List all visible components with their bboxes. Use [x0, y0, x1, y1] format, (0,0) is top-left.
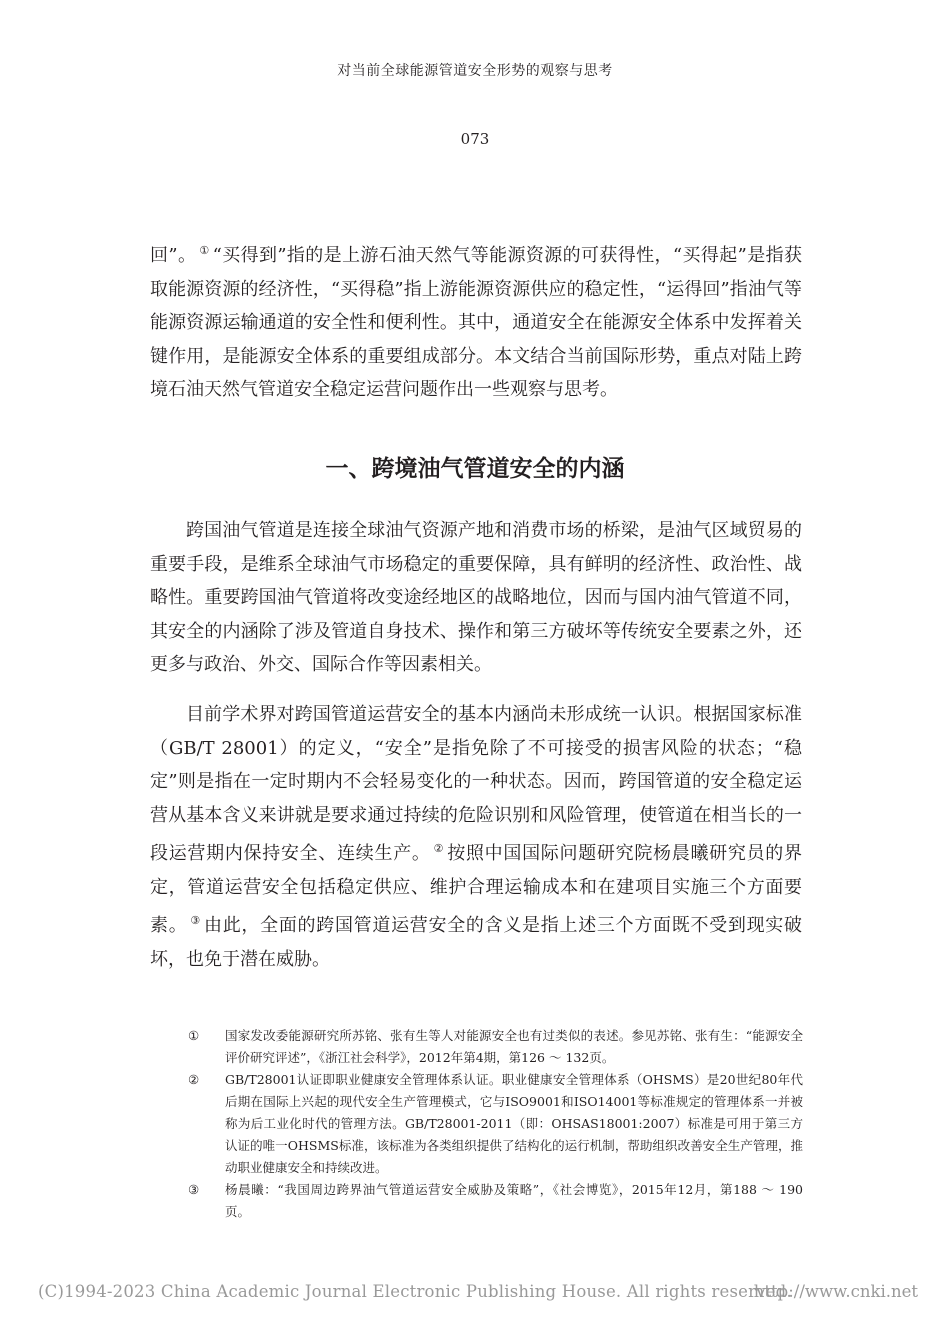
page-number: 073: [460, 130, 490, 148]
footnote-text: GB/T28001认证即职业健康安全管理体系认证。职业健康安全管理体系（OHSMS）是20世纪80年代后期在国际上兴起的现代安全生产管理模式，它与ISO9001和ISO14001等标准规定的管理体系一并被称为后工业化时代的管理方法。GB/T28001-2011（即：OHSAS18001:2007）标准是可用于第三方认证的唯一OHSMS标准，该标准为各类组织提供了结构化的运行机制，帮助组织改善安全生产管理，推动职业健康安全和持续改进。: [225, 1072, 803, 1175]
footnote-marker: ②: [188, 1072, 200, 1087]
footnote-text: 杨晨曦：“我国周边跨界油气管道运营安全威胁及策略”，《社会博览》，2015年12月，第188 ～ 190页。: [225, 1182, 803, 1219]
footnote-2: [188, 1069, 803, 1179]
cnki-link[interactable]: http://www.cnki.net: [753, 1282, 918, 1301]
paragraph-text-part-3: 由此，全面的跨国管道运营安全的含义是指上述三个方面既不受到现实破坏，也免于潜在威胁。: [150, 915, 802, 970]
intro-paragraph: [150, 234, 802, 407]
paragraph-text: 跨国油气管道是连接全球油气资源产地和消费市场的桥梁，是油气区域贸易的重要手段，是维系全球油气市场稳定的重要保障，具有鲜明的经济性、政治性、战略性。重要跨国油气管道将改变途经地区的战略地位，因而与国内油气管道不同，其安全的内涵除了涉及管道自身技术、操作和第三方破坏等传统安全要素之外，还更多与政治、外交、国际合作等因素相关。: [150, 520, 802, 675]
running-header: 对当前全球能源管道安全形势的观察与思考: [337, 63, 613, 79]
section-heading: 一、跨境油气管道安全的内涵: [325, 456, 625, 482]
intro-text-body: “买得到”指的是上游石油天然气等能源资源的可获得性，“买得起”是指获取能源资源的经济性，“买得稳”指上游能源资源供应的稳定性，“运得回”指油气等能源资源运输通道的安全性和便利性。其中，通道安全在能源安全体系中发挥着关键作用，是能源安全体系的重要组成部分。本文结合当前国际形势，重点对陆上跨境石油天然气管道安全稳定运营问题作出一些观察与思考。: [150, 245, 802, 400]
body-paragraph-2: [150, 698, 802, 976]
copyright-watermark: [38, 1282, 918, 1301]
paragraph-text-part-2: 按照中国国际问题研究院杨晨曦研究员的界定，管道运营安全包括稳定供应、维护合理运输成本和在建项目实施三个方面要素。: [150, 843, 803, 936]
footnote-marker: ③: [188, 1182, 200, 1197]
footnote-marker: ①: [188, 1028, 200, 1043]
footnote-text: 国家发改委能源研究所苏铭、张有生等人对能源安全也有过类似的表述。参见苏铭、张有生：“能源安全评价研究评述”，《浙江社会科学》，2012年第4期，第126 ～ 132页。: [225, 1028, 803, 1065]
body-paragraph-1: [150, 514, 802, 682]
copyright-text: (C)1994-2023 China Academic Journal Electronic Publishing House. All rights reserved.: [38, 1282, 792, 1301]
paragraph-text-part-1: 目前学术界对跨国管道运营安全的基本内涵尚未形成统一认识。根据国家标准（GB/T 28001）的定义，“安全”是指免除了不可接受的损害风险的状态；“稳定”则是指在一定时期内不会轻易变化的一种状态。因而，跨国管道的安全稳定运营从基本含义来讲就是要求通过持续的危险识别和风险管理，使管道在相当长的一段运营期内保持安全、连续生产。: [150, 704, 802, 864]
footnote-ref-2[interactable]: ②: [433, 842, 445, 855]
footnote-ref-3[interactable]: ③: [190, 914, 201, 927]
footnote-ref-1[interactable]: ①: [199, 244, 210, 257]
intro-text-start: 回”。: [150, 245, 197, 266]
footnotes: [188, 1025, 803, 1223]
footnote-3: [188, 1179, 803, 1223]
footnote-1: [188, 1025, 803, 1069]
